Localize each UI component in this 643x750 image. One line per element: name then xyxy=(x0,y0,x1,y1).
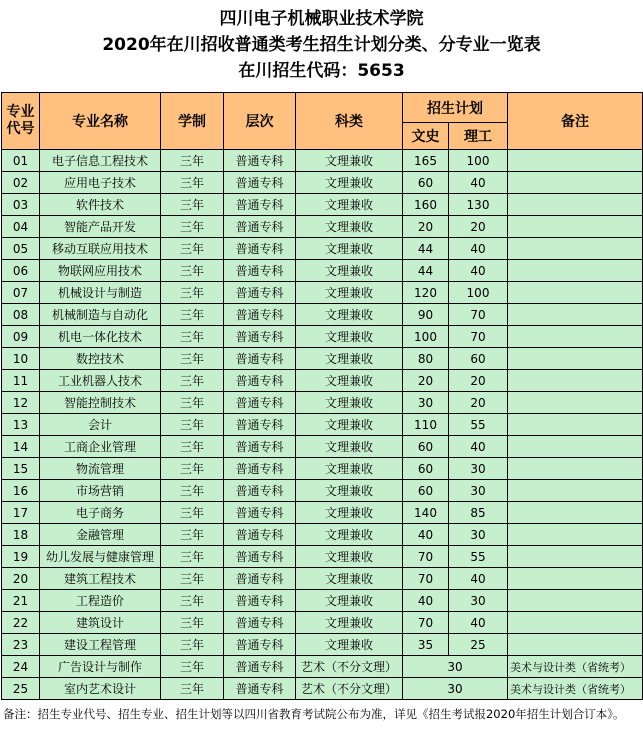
cell-level: 普通专科 xyxy=(224,282,296,304)
cell-code: 05 xyxy=(2,238,40,260)
cell-duration: 三年 xyxy=(161,260,224,282)
cell-remark xyxy=(508,436,643,458)
cell-arts: 44 xyxy=(403,260,449,282)
cell-arts: 35 xyxy=(403,634,449,656)
table-row xyxy=(2,370,643,392)
cell-remark xyxy=(508,260,643,282)
cell-level: 普通专科 xyxy=(224,634,296,656)
cell-name: 会计 xyxy=(40,414,161,436)
cell-science: 40 xyxy=(449,260,508,282)
cell-remark xyxy=(508,194,643,216)
table-row xyxy=(2,172,643,194)
cell-level: 普通专科 xyxy=(224,194,296,216)
cell-subject: 文理兼收 xyxy=(296,194,403,216)
cell-remark xyxy=(508,150,643,172)
header-level: 层次 xyxy=(224,93,296,150)
cell-science: 30 xyxy=(449,458,508,480)
cell-level: 普通专科 xyxy=(224,172,296,194)
cell-science: 40 xyxy=(449,612,508,634)
cell-arts: 40 xyxy=(403,590,449,612)
cell-code: 15 xyxy=(2,458,40,480)
cell-remark xyxy=(508,392,643,414)
cell-arts: 140 xyxy=(403,502,449,524)
cell-code: 22 xyxy=(2,612,40,634)
header-plan: 招生计划 xyxy=(403,93,508,123)
cell-level: 普通专科 xyxy=(224,678,296,700)
table-row xyxy=(2,260,643,282)
cell-arts: 30 xyxy=(403,392,449,414)
cell-name: 室内艺术设计 xyxy=(40,678,161,700)
cell-level: 普通专科 xyxy=(224,502,296,524)
cell-level: 普通专科 xyxy=(224,568,296,590)
header-code: 专业代号 xyxy=(2,93,40,150)
table-body xyxy=(2,150,643,700)
cell-duration: 三年 xyxy=(161,568,224,590)
cell-subject: 文理兼收 xyxy=(296,304,403,326)
cell-remark xyxy=(508,524,643,546)
enrollment-code: 在川招生代码：5653 xyxy=(238,61,405,81)
cell-code: 16 xyxy=(2,480,40,502)
cell-code: 01 xyxy=(2,150,40,172)
cell-science: 55 xyxy=(449,414,508,436)
cell-subject: 文理兼收 xyxy=(296,634,403,656)
cell-science: 40 xyxy=(449,172,508,194)
cell-arts: 110 xyxy=(403,414,449,436)
cell-level: 普通专科 xyxy=(224,524,296,546)
cell-science: 100 xyxy=(449,150,508,172)
cell-subject: 文理兼收 xyxy=(296,590,403,612)
cell-arts: 70 xyxy=(403,612,449,634)
cell-code: 03 xyxy=(2,194,40,216)
cell-subject: 文理兼收 xyxy=(296,524,403,546)
cell-code: 17 xyxy=(2,502,40,524)
cell-code: 23 xyxy=(2,634,40,656)
cell-remark xyxy=(508,546,643,568)
cell-level: 普通专科 xyxy=(224,370,296,392)
cell-level: 普通专科 xyxy=(224,238,296,260)
cell-code: 08 xyxy=(2,304,40,326)
cell-arts: 60 xyxy=(403,436,449,458)
table-row xyxy=(2,436,643,458)
cell-science: 70 xyxy=(449,304,508,326)
cell-code: 02 xyxy=(2,172,40,194)
cell-name: 市场营销 xyxy=(40,480,161,502)
school-name: 四川电子机械职业技术学院 xyxy=(219,9,424,29)
cell-remark xyxy=(508,634,643,656)
cell-subject: 文理兼收 xyxy=(296,480,403,502)
cell-code: 24 xyxy=(2,656,40,678)
cell-name: 建筑设计 xyxy=(40,612,161,634)
cell-subject: 文理兼收 xyxy=(296,370,403,392)
cell-name: 工商企业管理 xyxy=(40,436,161,458)
cell-duration: 三年 xyxy=(161,282,224,304)
cell-level: 普通专科 xyxy=(224,348,296,370)
cell-arts: 60 xyxy=(403,480,449,502)
cell-name: 幼儿发展与健康管理 xyxy=(40,546,161,568)
table-row xyxy=(2,524,643,546)
cell-remark xyxy=(508,172,643,194)
cell-level: 普通专科 xyxy=(224,326,296,348)
cell-arts: 165 xyxy=(403,150,449,172)
cell-duration: 三年 xyxy=(161,238,224,260)
cell-name: 机电一体化技术 xyxy=(40,326,161,348)
cell-arts: 100 xyxy=(403,326,449,348)
cell-code: 09 xyxy=(2,326,40,348)
cell-duration: 三年 xyxy=(161,172,224,194)
cell-code: 12 xyxy=(2,392,40,414)
cell-science: 20 xyxy=(449,392,508,414)
table-row xyxy=(2,612,643,634)
cell-plan: 30 xyxy=(403,678,508,700)
table-row xyxy=(2,678,643,700)
cell-code: 14 xyxy=(2,436,40,458)
cell-subject: 文理兼收 xyxy=(296,414,403,436)
cell-subject: 艺术（不分文理） xyxy=(296,656,403,678)
table-row xyxy=(2,150,643,172)
cell-subject: 文理兼收 xyxy=(296,282,403,304)
cell-science: 20 xyxy=(449,216,508,238)
table-row xyxy=(2,480,643,502)
cell-duration: 三年 xyxy=(161,304,224,326)
cell-level: 普通专科 xyxy=(224,436,296,458)
cell-remark xyxy=(508,480,643,502)
cell-level: 普通专科 xyxy=(224,304,296,326)
cell-duration: 三年 xyxy=(161,150,224,172)
cell-remark xyxy=(508,282,643,304)
cell-arts: 60 xyxy=(403,172,449,194)
cell-name: 智能产品开发 xyxy=(40,216,161,238)
cell-arts: 60 xyxy=(403,458,449,480)
header-subject: 科类 xyxy=(296,93,403,150)
cell-science: 30 xyxy=(449,590,508,612)
cell-code: 07 xyxy=(2,282,40,304)
cell-name: 电子信息工程技术 xyxy=(40,150,161,172)
cell-duration: 三年 xyxy=(161,326,224,348)
table-row xyxy=(2,502,643,524)
cell-duration: 三年 xyxy=(161,502,224,524)
cell-code: 10 xyxy=(2,348,40,370)
cell-name: 建筑工程技术 xyxy=(40,568,161,590)
table-row xyxy=(2,216,643,238)
cell-code: 06 xyxy=(2,260,40,282)
cell-plan: 30 xyxy=(403,656,508,678)
cell-duration: 三年 xyxy=(161,612,224,634)
cell-subject: 文理兼收 xyxy=(296,436,403,458)
cell-subject: 艺术（不分文理） xyxy=(296,678,403,700)
cell-name: 智能控制技术 xyxy=(40,392,161,414)
cell-name: 广告设计与制作 xyxy=(40,656,161,678)
cell-subject: 文理兼收 xyxy=(296,238,403,260)
cell-remark: 美术与设计类（省统考） xyxy=(508,678,643,700)
cell-science: 30 xyxy=(449,524,508,546)
cell-subject: 文理兼收 xyxy=(296,502,403,524)
cell-code: 18 xyxy=(2,524,40,546)
cell-level: 普通专科 xyxy=(224,546,296,568)
cell-duration: 三年 xyxy=(161,590,224,612)
cell-remark xyxy=(508,216,643,238)
cell-name: 电子商务 xyxy=(40,502,161,524)
cell-remark xyxy=(508,590,643,612)
cell-science: 40 xyxy=(449,568,508,590)
cell-name: 机械制造与自动化 xyxy=(40,304,161,326)
cell-name: 物流管理 xyxy=(40,458,161,480)
cell-arts: 40 xyxy=(403,524,449,546)
cell-name: 软件技术 xyxy=(40,194,161,216)
table-row xyxy=(2,392,643,414)
cell-level: 普通专科 xyxy=(224,260,296,282)
cell-level: 普通专科 xyxy=(224,216,296,238)
cell-subject: 文理兼收 xyxy=(296,150,403,172)
table-row xyxy=(2,458,643,480)
cell-science: 130 xyxy=(449,194,508,216)
cell-code: 11 xyxy=(2,370,40,392)
cell-science: 20 xyxy=(449,370,508,392)
cell-subject: 文理兼收 xyxy=(296,172,403,194)
cell-code: 19 xyxy=(2,546,40,568)
cell-arts: 20 xyxy=(403,216,449,238)
cell-science: 40 xyxy=(449,238,508,260)
cell-science: 25 xyxy=(449,634,508,656)
cell-remark xyxy=(508,304,643,326)
table-row xyxy=(2,348,643,370)
table-row xyxy=(2,238,643,260)
footer-note: 备注：招生专业代号、招生专业、招生计划等以四川省教育考试院公布为准，详见《招生考试报2020年招生计划合订本》。 xyxy=(3,707,625,721)
cell-arts: 70 xyxy=(403,546,449,568)
cell-arts: 120 xyxy=(403,282,449,304)
cell-name: 建设工程管理 xyxy=(40,634,161,656)
cell-science: 60 xyxy=(449,348,508,370)
cell-duration: 三年 xyxy=(161,678,224,700)
cell-arts: 20 xyxy=(403,370,449,392)
cell-duration: 三年 xyxy=(161,436,224,458)
cell-code: 04 xyxy=(2,216,40,238)
cell-duration: 三年 xyxy=(161,414,224,436)
cell-subject: 文理兼收 xyxy=(296,392,403,414)
cell-science: 30 xyxy=(449,480,508,502)
cell-arts: 80 xyxy=(403,348,449,370)
cell-level: 普通专科 xyxy=(224,392,296,414)
table-row xyxy=(2,194,643,216)
cell-duration: 三年 xyxy=(161,634,224,656)
cell-name: 数控技术 xyxy=(40,348,161,370)
cell-duration: 三年 xyxy=(161,480,224,502)
cell-duration: 三年 xyxy=(161,546,224,568)
table-row xyxy=(2,414,643,436)
cell-duration: 三年 xyxy=(161,524,224,546)
header-duration: 学制 xyxy=(161,93,224,150)
cell-remark xyxy=(508,612,643,634)
table-row xyxy=(2,326,643,348)
cell-science: 100 xyxy=(449,282,508,304)
cell-remark xyxy=(508,326,643,348)
cell-remark xyxy=(508,414,643,436)
cell-arts: 44 xyxy=(403,238,449,260)
cell-subject: 文理兼收 xyxy=(296,216,403,238)
cell-level: 普通专科 xyxy=(224,414,296,436)
cell-arts: 90 xyxy=(403,304,449,326)
header-science: 理工 xyxy=(449,123,508,150)
cell-science: 70 xyxy=(449,326,508,348)
cell-duration: 三年 xyxy=(161,370,224,392)
cell-subject: 文理兼收 xyxy=(296,546,403,568)
cell-duration: 三年 xyxy=(161,458,224,480)
cell-duration: 三年 xyxy=(161,194,224,216)
cell-level: 普通专科 xyxy=(224,590,296,612)
cell-remark xyxy=(508,458,643,480)
table-row xyxy=(2,634,643,656)
cell-subject: 文理兼收 xyxy=(296,348,403,370)
table-row xyxy=(2,304,643,326)
cell-code: 13 xyxy=(2,414,40,436)
enrollment-plan-table xyxy=(1,92,643,700)
document-header xyxy=(0,0,643,84)
cell-code: 25 xyxy=(2,678,40,700)
cell-subject: 文理兼收 xyxy=(296,458,403,480)
cell-level: 普通专科 xyxy=(224,612,296,634)
cell-arts: 160 xyxy=(403,194,449,216)
cell-name: 金融管理 xyxy=(40,524,161,546)
table-row xyxy=(2,282,643,304)
table-row xyxy=(2,656,643,678)
cell-name: 物联网应用技术 xyxy=(40,260,161,282)
table-row xyxy=(2,568,643,590)
cell-duration: 三年 xyxy=(161,216,224,238)
cell-science: 85 xyxy=(449,502,508,524)
cell-science: 40 xyxy=(449,436,508,458)
cell-subject: 文理兼收 xyxy=(296,326,403,348)
table-row xyxy=(2,590,643,612)
cell-level: 普通专科 xyxy=(224,150,296,172)
cell-remark xyxy=(508,370,643,392)
cell-remark xyxy=(508,238,643,260)
cell-remark xyxy=(508,568,643,590)
cell-remark: 美术与设计类（省统考） xyxy=(508,656,643,678)
cell-subject: 文理兼收 xyxy=(296,260,403,282)
cell-level: 普通专科 xyxy=(224,480,296,502)
cell-level: 普通专科 xyxy=(224,656,296,678)
cell-subject: 文理兼收 xyxy=(296,568,403,590)
table-title: 2020年在川招收普通类考生招生计划分类、分专业一览表 xyxy=(102,35,541,55)
cell-code: 20 xyxy=(2,568,40,590)
cell-duration: 三年 xyxy=(161,656,224,678)
cell-level: 普通专科 xyxy=(224,458,296,480)
cell-arts: 70 xyxy=(403,568,449,590)
header-remark: 备注 xyxy=(508,93,643,150)
cell-name: 工程造价 xyxy=(40,590,161,612)
cell-remark xyxy=(508,348,643,370)
cell-name: 工业机器人技术 xyxy=(40,370,161,392)
cell-duration: 三年 xyxy=(161,348,224,370)
cell-science: 55 xyxy=(449,546,508,568)
header-name: 专业名称 xyxy=(40,93,161,150)
cell-name: 应用电子技术 xyxy=(40,172,161,194)
cell-subject: 文理兼收 xyxy=(296,612,403,634)
cell-name: 移动互联应用技术 xyxy=(40,238,161,260)
header-arts: 文史 xyxy=(403,123,449,150)
cell-remark xyxy=(508,502,643,524)
cell-duration: 三年 xyxy=(161,392,224,414)
cell-code: 21 xyxy=(2,590,40,612)
cell-name: 机械设计与制造 xyxy=(40,282,161,304)
table-row xyxy=(2,546,643,568)
